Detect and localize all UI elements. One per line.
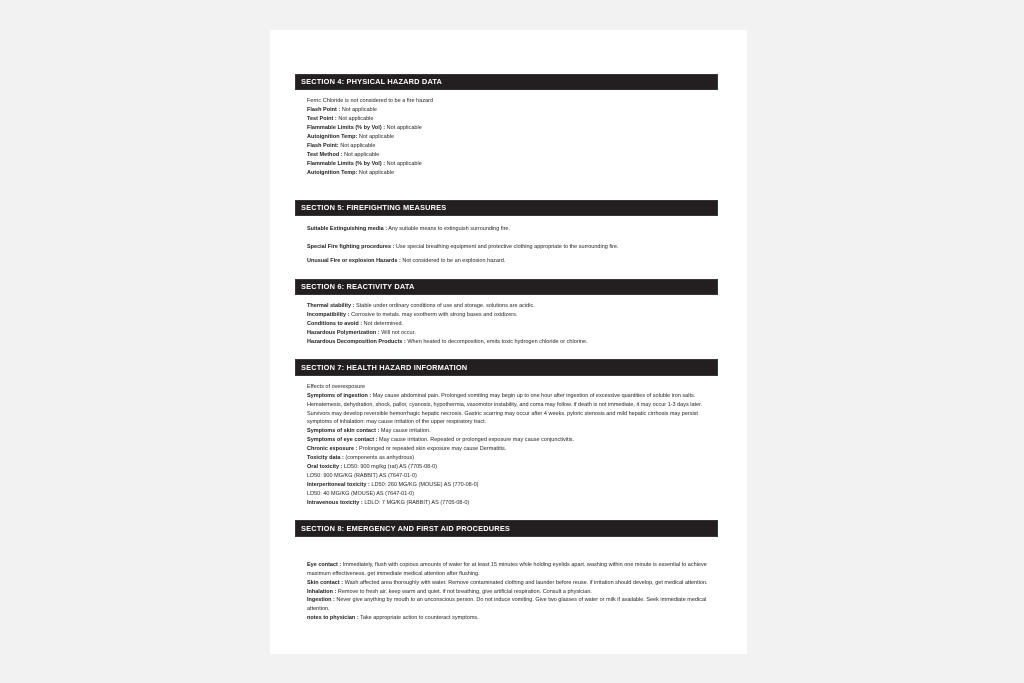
section-7-line-10 [307,499,716,508]
section-8-line-3 [307,596,716,614]
line-text: Not applicable [338,142,376,149]
line-text: Stable under ordinary conditions of use and storage. solutions are acidic. [354,302,535,309]
paragraph-label: Unusual Fire or explosion Hazards : [307,257,401,264]
line-text: May cause abdominal pain. Prolonged vomiting may begin up to one hour after ingestion of excessive quantities of soluble iron salts. Hematemesis, dehydration, shock, pallor, cyanosis, hypothermia, vasomotor instability, and coma may follow. if death is not immediate, it may occur 1-3 days later. Survivors may develop reversible hemorrhagic hepatic necrosis. Gastric scarring may occur after 4 weeks. pyloric stenosis and mild hepatic cirrhosis may persist symptoms of inhalation: may cause irritation of the upper respiratory tract. [307,392,703,426]
line-text: Not applicable [336,116,374,123]
line-text: Not applicable [385,160,422,167]
paragraph-label: Suitable Extinguishing media : [307,225,388,232]
section-7-line-6 [307,463,716,472]
section-8-heading: SECTION 8: EMERGENCY AND FIRST AID PROCEDURES [295,520,718,536]
section-4-line-8 [307,169,716,178]
line-label: Flash Point : [307,107,341,114]
line-text: Not applicable [342,151,380,158]
line-label: Chronic exposure : [307,446,358,453]
section-6-heading: SECTION 6: REACTIVITY DATA [295,279,718,295]
document-page [270,30,747,654]
spacer [307,234,716,243]
line-text: Remove to fresh air. keep warm and quiet. if not breathing, give artificial respiration. Consult a physician. [336,588,592,595]
line-text: Not determined. [362,320,404,327]
section-7-body [295,376,720,508]
line-label: notes to physician : [307,615,359,622]
line-label: Autoignition Temp: [307,169,358,176]
line-label: Intravenous toxicity : [307,499,363,506]
section-4-heading: SECTION 4: PHYSICAL HAZARD DATA [295,74,718,90]
line-label: Interperitoneal toxicity : [307,481,370,488]
section-4-line-4 [307,133,716,142]
section-4-line-7 [307,160,716,169]
line-label: Flammable Limits (% by Vol) : [307,160,386,167]
line-text: Corrosive to metals. may exotherm with strong bases and oxidizers. [349,311,518,318]
section-7-line-4 [307,445,716,454]
section-4-line-2 [307,115,716,124]
line-text: Wash affected area thoroughly with water. Remove contaminated clothing and launder before reuse. if irritation should develop, get medical attention. [343,579,708,586]
line-text: Not applicable [357,169,395,176]
line-text: May cause irritation. [379,428,431,435]
line-text: LD50: 260 MG/KG (MOUSE) AS (770-08-0) [369,481,479,488]
section-8-line-0 [307,561,716,579]
section-7-line-7 [307,472,716,481]
line-text: Not applicable [340,107,377,114]
section-6-line-0 [307,302,716,311]
line-text: LD50: 900 mg/kg (rat) AS (7705-08-0) [342,463,438,470]
line-text: Ferric Chloride is not considered to be a fire hazard [307,98,434,105]
section-8-body [295,537,720,623]
section-5-paragraph-2 [307,257,716,266]
line-label: Hazardous Polymerization : [307,329,380,336]
line-text: When heated to decomposition, emits toxic hydrogen chloride or chlorine. [405,338,588,345]
section-4-body [295,90,720,177]
section-4-line-3 [307,124,716,133]
section-6-body [295,295,720,347]
line-text: Prolonged or repeated skin exposure may cause Dermatitis. [357,446,507,453]
paragraph-text: Not considered to be an explosion hazard. [400,257,506,264]
section-7-heading: SECTION 7: HEALTH HAZARD INFORMATION [295,359,718,375]
paragraph-text: Any suitable means to extinguish surrounding fire. [387,225,510,232]
section-7-line-2 [307,427,716,436]
line-text: Take appropriate action to counteract symptoms. [358,615,479,622]
section-8-line-4 [307,614,716,623]
line-label: Conditions to avoid : [307,320,363,327]
section-6-line-4 [307,338,716,347]
section-7-line-3 [307,436,716,445]
paragraph-text: Use special breathing equipment and protective clothing appropriate to the surrounding fire. [394,243,619,250]
section-7-line-9 [307,490,716,499]
line-label: Test Method : [307,151,343,158]
line-label: Toxicity data : [307,455,344,462]
line-text: LD50: 40 MG/KG (MOUSE) AS (7647-01-0) [307,490,415,497]
line-label: Inhalation : [307,588,337,595]
line-text: Will not occur. [379,329,416,336]
spacer [295,507,720,520]
section-6-line-2 [307,320,716,329]
section-5-paragraph-0 [307,225,716,234]
line-label: Symptoms of skin contact : [307,428,380,435]
section-5-paragraph-1 [307,243,716,252]
section-4-line-5 [307,142,716,151]
line-label: Symptoms of eye contact : [307,437,378,444]
section-5-heading: SECTION 5: FIREFIGHTING MEASURES [295,200,718,216]
line-text: May cause irritation. Repeated or prolonged exposure may cause conjunctivitis. [377,437,575,444]
section-7-line-5 [307,454,716,463]
document-content [295,74,720,623]
line-text: Not applicable [357,133,395,140]
line-label: Eye contact : [307,561,342,568]
section-7-line-8 [307,481,716,490]
spacer [295,346,720,359]
line-label: Test Point : [307,116,337,123]
spacer [295,178,720,200]
section-4-line-6 [307,151,716,160]
spacer [295,266,720,279]
section-6-line-3 [307,329,716,338]
section-7-line-0 [307,383,716,392]
line-text: LDLO: 7 MG/KG (RABBIT) AS (7705-08-0) [362,499,470,506]
line-text: Effects of overexposure [307,383,366,390]
line-label: Flash Point: [307,142,339,149]
line-text: (components as anhydrous) [343,455,415,462]
section-8-line-1 [307,579,716,588]
line-label: Flammable Limits (% by Vol) : [307,125,386,132]
line-label: Hazardous Decomposition Products : [307,338,406,345]
paragraph-label: Special Fire fighting procedures : [307,243,395,250]
line-label: Thermal stability : [307,302,355,309]
section-6-line-1 [307,311,716,320]
line-label: Ingestion : [307,597,335,604]
section-4-line-1 [307,106,716,115]
line-text: Immediately, flush with copious amounts of water for at least 15 minutes while holding eyelids apart. washing within one minute is essential to achieve maximum effectiveness. get immediate medical attention after flushing. [307,561,707,577]
line-label: Oral toxicity : [307,463,343,470]
section-8-line-2 [307,588,716,597]
line-label: Skin contact : [307,579,344,586]
line-text: LD50: 900 MG/KG (RABBIT) AS (7647-01-0) [307,472,417,479]
line-text: Never give anything by mouth to an unconscious person. Do not induce vomiting. Give two glasses of water or milk if available. Seek immediate medical attention. [307,597,707,613]
line-label: Autoignition Temp: [307,133,358,140]
section-5-body [295,216,720,266]
section-4-line-0 [307,97,716,106]
section-7-line-1 [307,392,716,428]
line-text: Not applicable [385,125,422,132]
line-label: Symptoms of ingestion : [307,392,372,399]
line-label: Incompatibility : [307,311,350,318]
